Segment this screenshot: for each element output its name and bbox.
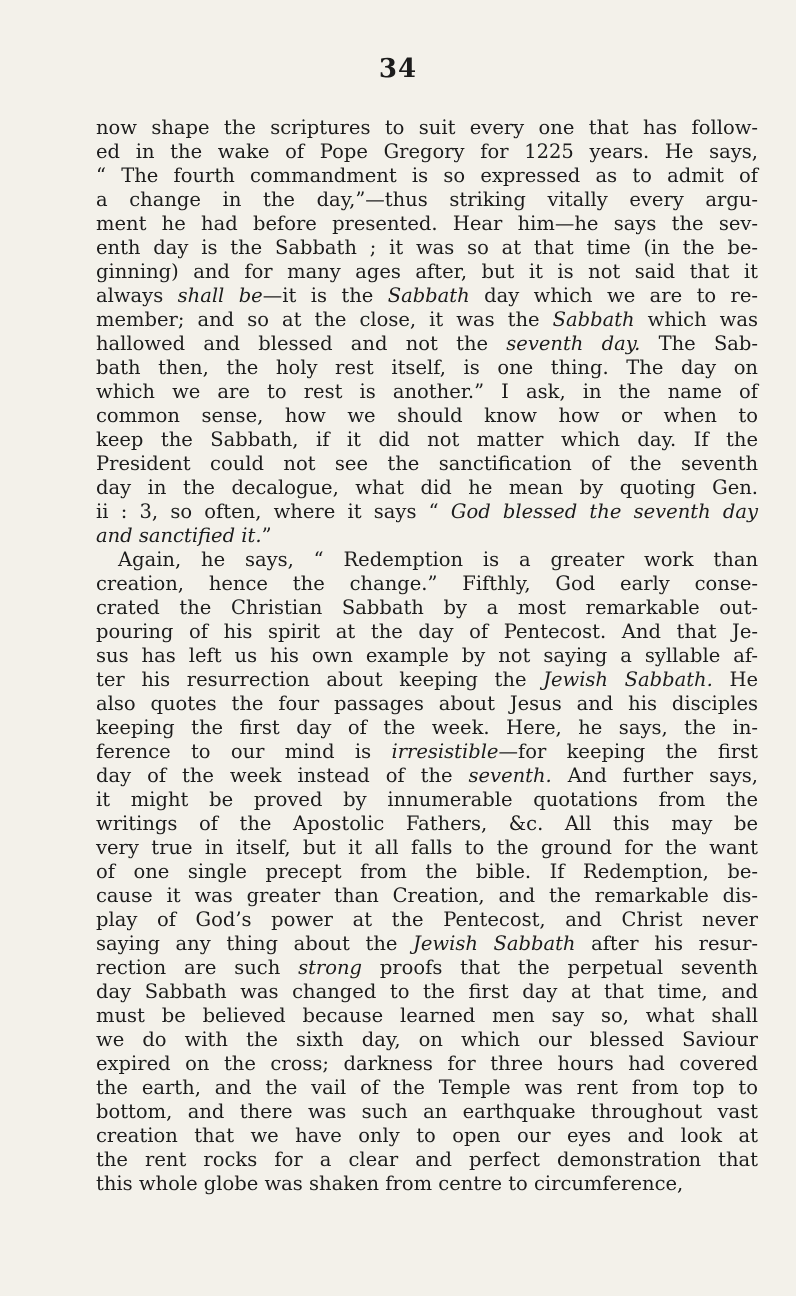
text-line	[96, 1148, 758, 1172]
italic-text: Jewish Sabbath.	[543, 668, 713, 691]
text-line	[96, 1004, 758, 1028]
text-segment: we do with the sixth day, on which our blessed Saviour	[96, 1028, 758, 1051]
text-line	[96, 452, 758, 476]
text-line	[96, 1028, 758, 1052]
text-segment: very true in itself, but it all falls to the ground for the want	[96, 836, 758, 859]
text-segment: which was	[634, 308, 759, 331]
text-line	[96, 524, 758, 548]
text-line	[96, 788, 758, 812]
text-line	[96, 1172, 758, 1196]
text-line	[96, 308, 758, 332]
text-line	[96, 1100, 758, 1124]
text-line	[96, 236, 758, 260]
text-line	[96, 620, 758, 644]
text-segment: this whole globe was shaken from centre to circumference,	[96, 1172, 684, 1195]
text-line	[96, 836, 758, 860]
text-segment: day of the week instead of the	[96, 764, 469, 787]
italic-text: seventh day.	[506, 332, 641, 355]
text-line	[96, 860, 758, 884]
text-segment: writings of the Apostolic Fathers, &c. All this may be	[96, 812, 758, 835]
text-segment: sus has left us his own example by not saying a syllable af-	[96, 644, 758, 667]
text-segment: bath then, the holy rest itself, is one thing. The day on	[96, 356, 758, 379]
text-segment: keeping the first day of the week. Here, he says, the in-	[96, 716, 758, 739]
text-segment: creation, hence the change.” Fifthly, God early conse-	[96, 572, 758, 595]
italic-text: strong	[298, 956, 363, 979]
text-segment: day which we are to re-	[469, 284, 759, 307]
italic-text: seventh.	[468, 764, 552, 787]
text-line	[96, 572, 758, 596]
text-segment: which we are to rest is another.” I ask, in the name of	[96, 380, 758, 403]
paragraph	[96, 548, 758, 1196]
text-line	[96, 188, 758, 212]
text-segment: keep the Sabbath, if it did not matter which day. If the	[96, 428, 758, 451]
text-line	[96, 140, 758, 164]
text-line	[96, 596, 758, 620]
body-text	[96, 116, 758, 1196]
text-segment: now shape the scriptures to suit every one that has follow-	[96, 116, 758, 139]
text-segment: The Sab-	[640, 332, 758, 355]
text-line	[96, 332, 758, 356]
text-segment: —for keeping the first	[498, 740, 758, 763]
text-line	[96, 740, 758, 764]
text-segment: cause it was greater than Creation, and the remarkable dis-	[96, 884, 758, 907]
text-segment: creation that we have only to open our eyes and look at	[96, 1124, 758, 1147]
text-segment: And further says,	[551, 764, 758, 787]
text-line	[96, 956, 758, 980]
text-line	[96, 692, 758, 716]
text-line	[96, 548, 758, 572]
text-segment: ginning) and for many ages after, but it is not said that it	[96, 260, 758, 283]
text-line	[96, 428, 758, 452]
text-line	[96, 500, 758, 524]
text-segment: also quotes the four passages about Jesus and his disciples	[96, 692, 758, 715]
text-line	[96, 164, 758, 188]
italic-text: Sabbath	[552, 308, 635, 331]
text-segment: ii : 3, so often, where it says “	[96, 500, 451, 523]
text-line	[96, 932, 758, 956]
italic-text: Sabbath	[387, 284, 470, 307]
text-segment: ed in the wake of Pope Gregory for 1225 years. He says,	[96, 140, 758, 163]
text-segment: expired on the cross; darkness for three hours had covered	[96, 1052, 758, 1075]
text-segment: it might be proved by innumerable quotations from the	[96, 788, 758, 811]
text-segment: the earth, and the vail of the Temple was rent from top to	[96, 1076, 758, 1099]
text-line	[96, 980, 758, 1004]
text-segment: rection are such	[96, 956, 299, 979]
text-segment: pouring of his spirit at the day of Pentecost. And that Je-	[96, 620, 758, 643]
text-segment: day in the decalogue, what did he mean by quoting Gen.	[96, 476, 758, 499]
text-line	[96, 404, 758, 428]
text-segment: always	[96, 284, 178, 307]
text-segment: ment he had before presented. Hear him—he says the sev-	[96, 212, 758, 235]
text-segment: proofs that the perpetual seventh	[362, 956, 758, 979]
text-line	[96, 764, 758, 788]
text-segment: a change in the day,”—thus striking vitally every argu-	[96, 188, 758, 211]
text-segment: member; and so at the close, it was the	[96, 308, 553, 331]
text-segment: bottom, and there was such an earthquake throughout vast	[96, 1100, 758, 1123]
text-segment: saying any thing about the	[96, 932, 414, 955]
page-number: 34	[378, 54, 418, 84]
text-segment: He	[712, 668, 759, 691]
text-line	[96, 716, 758, 740]
text-line	[96, 476, 758, 500]
text-segment: Again, he says, “ Redemption is a greater work than	[118, 548, 758, 571]
text-segment: the rent rocks for a clear and perfect demonstration that	[96, 1148, 758, 1171]
text-segment: day Sabbath was changed to the first day at that time, and	[96, 980, 758, 1003]
text-line	[96, 212, 758, 236]
text-line	[96, 1052, 758, 1076]
paragraph	[96, 116, 758, 548]
text-line	[96, 284, 758, 308]
text-line	[96, 116, 758, 140]
text-line	[96, 908, 758, 932]
italic-text: shall be	[177, 284, 263, 307]
text-segment: common sense, how we should know how or when to	[96, 404, 758, 427]
italic-text: irresistible	[391, 740, 499, 763]
text-line	[96, 260, 758, 284]
text-segment: enth day is the Sabbath ; it was so at that time (in the be-	[96, 236, 758, 259]
text-segment: President could not see the sanctification of the seventh	[96, 452, 758, 475]
text-segment: of one single precept from the bible. If Redemption, be-	[96, 860, 758, 883]
text-line	[96, 644, 758, 668]
text-segment: after his resur-	[575, 932, 758, 955]
text-segment: ter his resurrection about keeping the	[96, 668, 544, 691]
text-line	[96, 356, 758, 380]
text-line	[96, 380, 758, 404]
text-line	[96, 884, 758, 908]
italic-text: God blessed the seventh day	[450, 500, 758, 523]
italic-text: Jewish Sabbath	[413, 932, 576, 955]
text-segment: hallowed and blessed and not the	[96, 332, 507, 355]
text-segment: must be believed because learned men say so, what shall	[96, 1004, 758, 1027]
text-segment: play of God’s power at the Pentecost, and Christ never	[96, 908, 758, 931]
text-line	[96, 812, 758, 836]
text-segment: ference to our mind is	[96, 740, 392, 763]
text-line	[96, 1124, 758, 1148]
text-segment: crated the Christian Sabbath by a most remarkable out-	[96, 596, 758, 619]
text-segment: —it is the	[262, 284, 388, 307]
text-segment: “ The fourth commandment is so expressed as to admit of	[96, 164, 758, 187]
italic-text: and sanctified it.	[96, 524, 262, 547]
text-line	[96, 1076, 758, 1100]
text-line	[96, 668, 758, 692]
text-segment: ”	[261, 524, 272, 547]
